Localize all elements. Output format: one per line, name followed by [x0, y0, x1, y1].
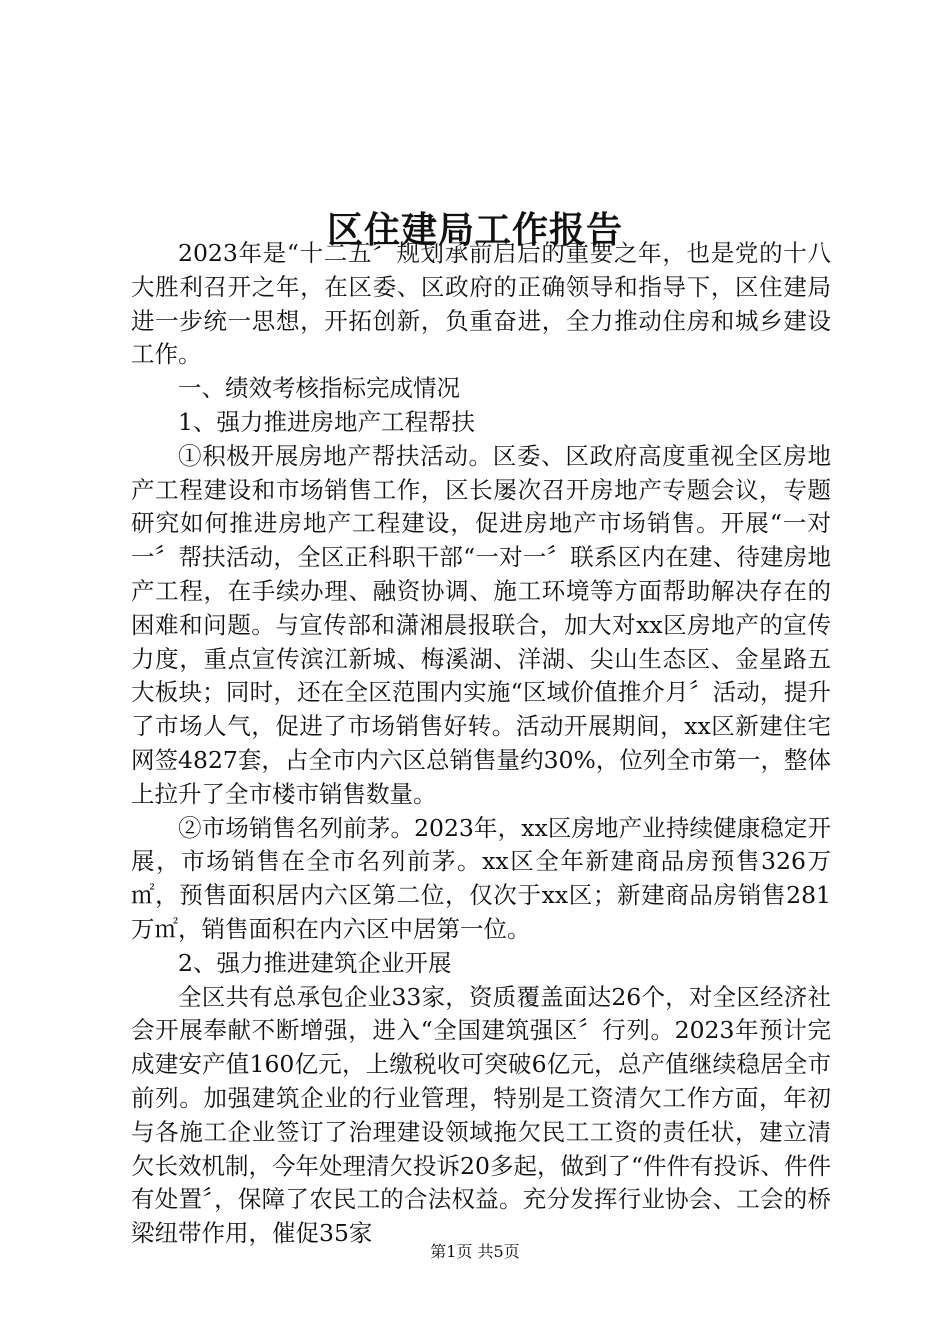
page-footer: 第1页 共5页 — [430, 1242, 520, 1261]
intro-paragraph: 2023年是“十二五〞规划承前启后的重要之年，也是党的十八大胜利召开之年，在区委、区政府的正确领导和指导下，区住建局进一步统一思想，开拓创新，负重奋进，全力推动住房和城乡建设工作。 — [131, 239, 831, 369]
report-body — [131, 237, 831, 1251]
paragraph-real-estate-support: ①积极开展房地产帮扶活动。区委、区政府高度重视全区房地产工程建设和市场销售工作，区长屡次召开房地产专题会议，专题研究如何推进房地产工程建设，促进房地产市场销售。开展“一对一〞帮扶活动，全区正科职干部“一对一〞联系区内在建、待建房地产工程，在手续办理、融资协调、施工环境等方面帮助解决存在的困难和问题。与宣传部和潇湘晨报联合，加大对xx区房地产的宣传力度，重点宣传滨江新城、梅溪湖、洋湖、尖山生态区、金星路五大板块；同时，还在全区范围内实施“区域价值推介月〞活动，提升了市场人气，促进了市场销售好转。活动开展期间，xx区新建住宅网签4827套，占全市内六区总销售量约30%，位列全市第一，整体上拉升了全市楼市销售数量。 — [131, 441, 831, 808]
subsection-heading-construction: 2、强力推进建筑企业开展 — [178, 948, 452, 977]
subsection-heading-real-estate: 1、强力推进房地产工程帮扶 — [178, 407, 475, 436]
paragraph-market-sales: ②市场销售名列前茅。2023年，xx区房地产业持续健康稳定开展，市场销售在全市名列前茅。xx区全年新建商品房预售326万㎡，预售面积居内六区第二位，仅次于xx区；新建商品房销售281万㎡，销售面积在内六区中居第一位。 — [131, 813, 831, 943]
page-title: 区住建局工作报告 — [326, 209, 623, 252]
paragraph-construction-enterprises: 全区共有总承包企业33家，资质覆盖面达26个，对全区经济社会开展奉献不断增强，进入“全国建筑强区〞行列。2023年预计完成建安产值160亿元，上缴税收可突破6亿元，总产值继续稳居全市前列。加强建筑企业的行业管理，特别是工资清欠工作方面，年初与各施工企业签订了治理建设领域拖欠民工工资的责任状，建立清欠长效机制，今年处理清欠投诉20多起，做到了“件件有投诉、件件有处置〞，保障了农民工的合法权益。充分发挥行业协会、工会的桥梁纽带作用，催促35家 — [131, 982, 831, 1248]
section-heading-performance: 一、绩效考核指标完成情况 — [178, 374, 460, 403]
